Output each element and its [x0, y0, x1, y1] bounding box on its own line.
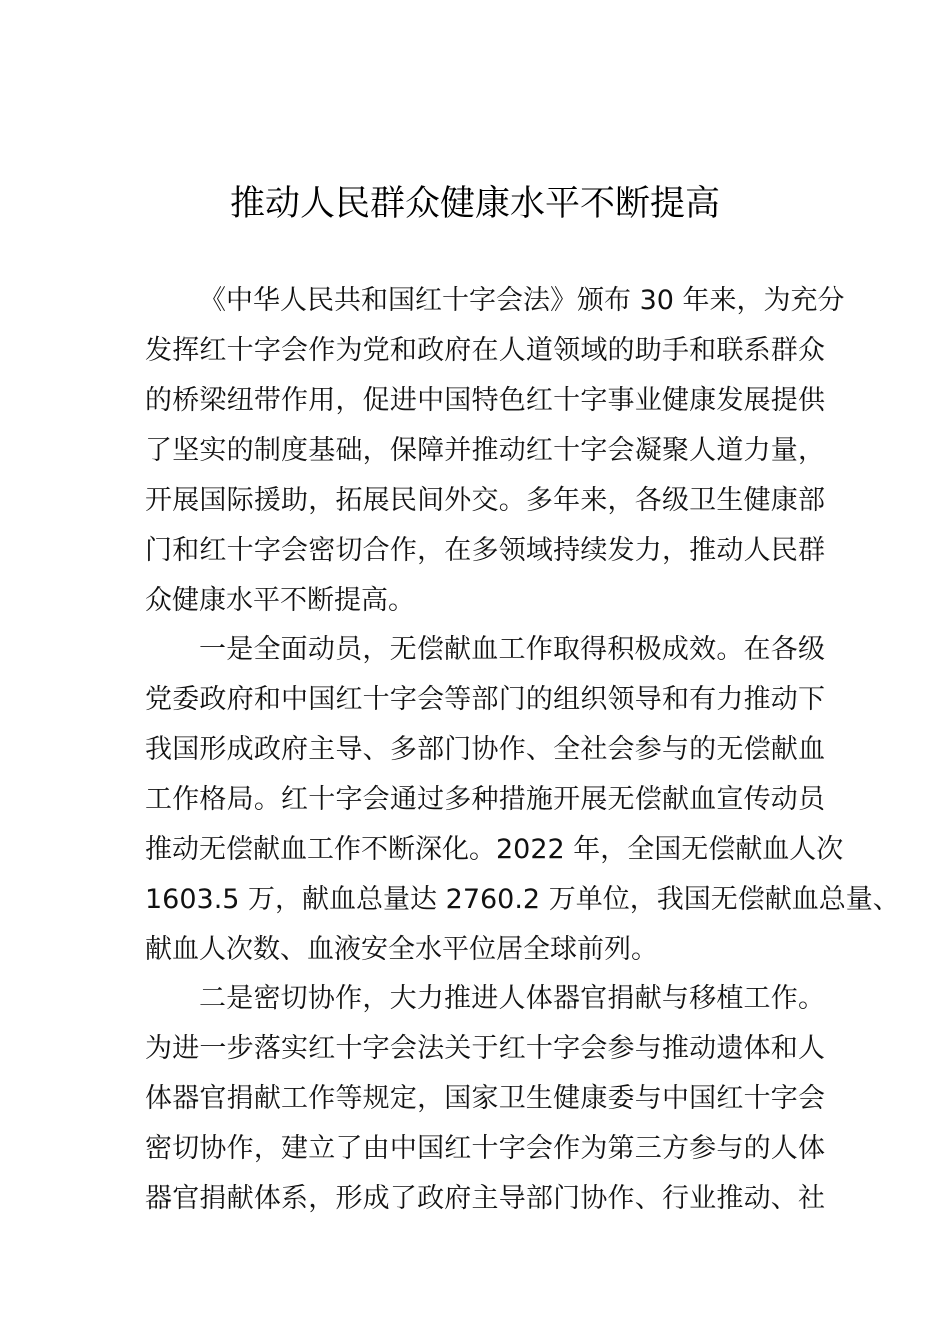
- paragraph-3-line-3: 体器官捐献工作等规定，国家卫生健康委与中国红十字会: [145, 1083, 825, 1114]
- paragraph-3-line-2: 为进一步落实红十字会法关于红十字会参与推动遗体和人: [145, 1033, 825, 1064]
- paragraph-1-line-5: 开展国际援助，拓展民间外交。多年来，各级卫生健康部: [145, 485, 825, 516]
- paragraph-2-line-2: 党委政府和中国红十字会等部门的组织领导和有力推动下: [145, 684, 825, 715]
- paragraph-2-line-4: 工作格局。红十字会通过多种措施开展无偿献血宣传动员: [145, 784, 825, 815]
- paragraph-1-line-2: 发挥红十字会作为党和政府在人道领域的助手和联系群众: [145, 335, 825, 366]
- paragraph-3-line-1: 二是密切协作，大力推进人体器官捐献与移植工作。: [199, 983, 825, 1014]
- paragraph-1-line-4: 了坚实的制度基础，保障并推动红十字会凝聚人道力量，: [145, 435, 825, 466]
- paragraph-1-line-1: 《中华人民共和国红十字会法》颁布 30 年来，为充分: [199, 285, 845, 316]
- paragraph-2-line-6: 1603.5 万，献血总量达 2760.2 万单位，我国无偿献血总量、: [145, 884, 900, 915]
- paragraph-1-line-6: 门和红十字会密切合作，在多领域持续发力，推动人民群: [145, 535, 825, 566]
- paragraph-2-line-1: 一是全面动员，无偿献血工作取得积极成效。在各级: [199, 634, 825, 665]
- paragraph-1-line-7: 众健康水平不断提高。: [145, 585, 415, 616]
- document-title: 推动人民群众健康水平不断提高: [229, 184, 720, 224]
- paragraph-2-line-5: 推动无偿献血工作不断深化。2022 年，全国无偿献血人次: [145, 834, 844, 865]
- paragraph-2-line-7: 献血人次数、血液安全水平位居全球前列。: [145, 934, 658, 965]
- paragraph-3-line-5: 器官捐献体系，形成了政府主导部门协作、行业推动、社: [145, 1183, 825, 1214]
- paragraph-2-line-3: 我国形成政府主导、多部门协作、全社会参与的无偿献血: [145, 734, 825, 765]
- paragraph-3-line-4: 密切协作，建立了由中国红十字会作为第三方参与的人体: [145, 1133, 825, 1164]
- paragraph-1-line-3: 的桥梁纽带作用，促进中国特色红十字事业健康发展提供: [145, 385, 825, 416]
